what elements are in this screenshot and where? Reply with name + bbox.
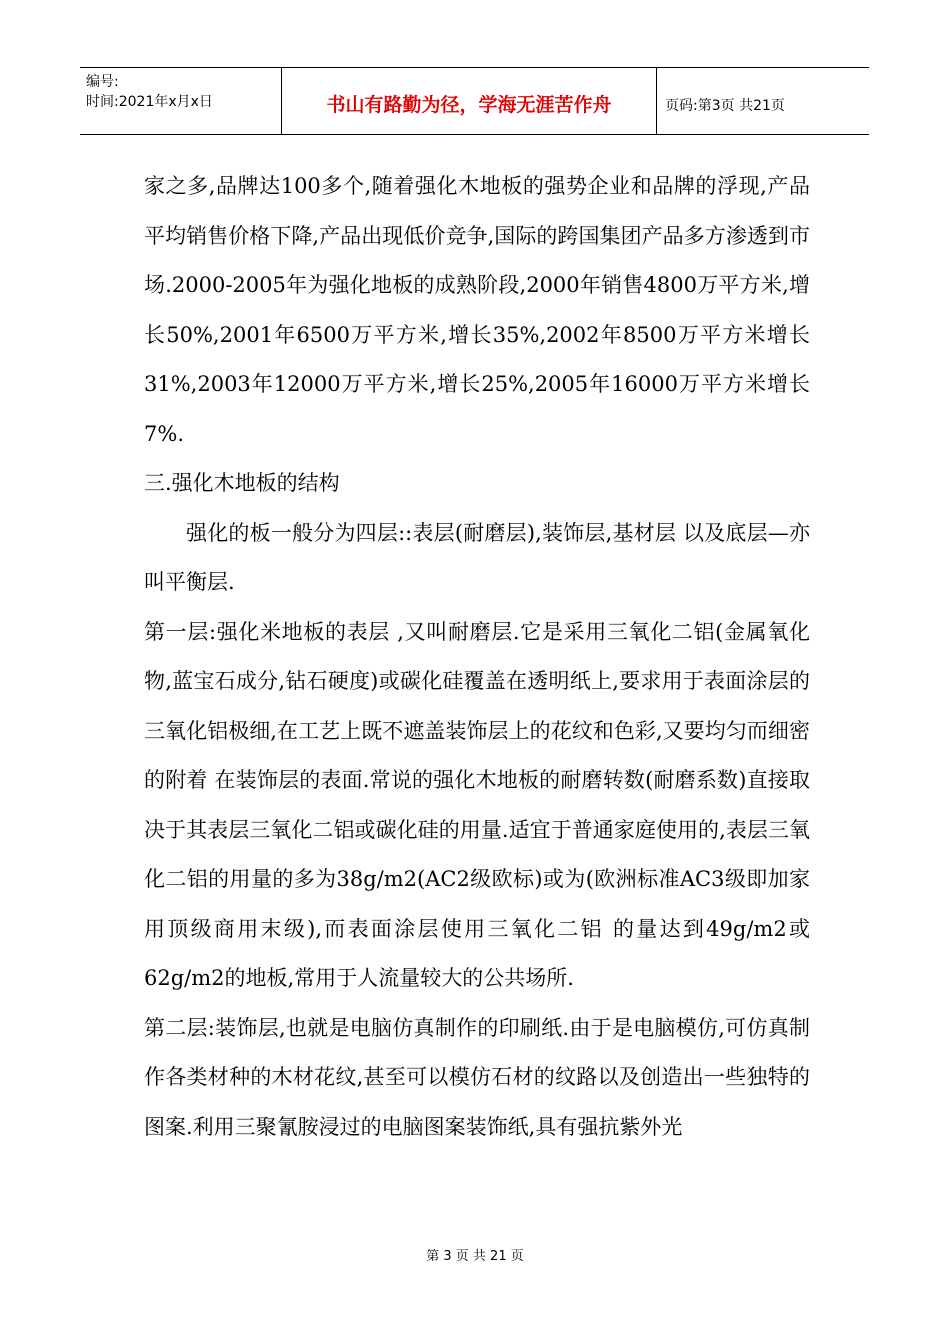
header-page-info: 页码:第3页 共21页 <box>665 98 785 114</box>
paragraph-layers-overview: 强化的板一般分为四层::表层(耐磨层),装饰层,基材层 以及底层—亦叫平衡层. <box>144 520 810 594</box>
paragraph-history: 家之多,品牌达100多个,随着强化木地板的强势企业和品牌的浮现,产品平均销售价格下降,产品出现低价竞争,国际的跨国集团产品多方渗透到市场.2000-2005年为强化地板的成熟阶段,2000年销售4800万平方米,增长50%,2001年6500万平方米,增长35%,2002年8500万平方米增长31%,2003年12000万平方米,增长25%,2005年16000万平方米增长7%. <box>144 174 810 446</box>
section-heading-structure: 三.强化木地板的结构 <box>144 471 340 495</box>
page-footer: 第 3 页 共 21 页 <box>426 1249 524 1264</box>
document-time-label: 时间:2021年x月x日 <box>86 94 213 110</box>
document-number-label: 编号: <box>86 74 119 90</box>
paragraph-layer-two: 第二层:装饰层,也就是电脑仿真制作的印刷纸.由于是电脑模仿,可仿真制作各类材种的木材花纹,甚至可以模仿石材的纹路以及创造出一些独特的图案.利用三聚氰胺浸过的电脑图案装饰纸,具有强抗紫外光 <box>144 1015 810 1139</box>
page-header <box>80 67 869 135</box>
paragraph-layer-one: 第一层:强化米地板的表层 ,又叫耐磨层.它是采用三氧化二铝(金属氧化物,蓝宝石成分,钻石硬度)或碳化硅覆盖在透明纸上,要求用于表面涂层的三氧化铝极细,在工艺上既不遮盖装饰层上的花纹和色彩,又要均匀而细密的附着 在装饰层的表面.常说的强化木地板的耐磨转数(耐磨系数)直接取决于其表层三氧化二铝或碳化硅的用量.适宜于普通家庭使用的,表层三氧化二铝的用量的多为38g/m2(AC2级欧标)或为(欧洲标准AC3级即加家用顶级商用末级),而表面涂层使用三氧化二铝 的量达到49g/m2或62g/m2的地板,常用于人流量较大的公共场所. <box>144 619 810 990</box>
document-body <box>144 162 810 1152</box>
header-motto: 书山有路勤为径，学海无涯苦作舟 <box>282 68 657 134</box>
header-meta <box>80 68 282 134</box>
